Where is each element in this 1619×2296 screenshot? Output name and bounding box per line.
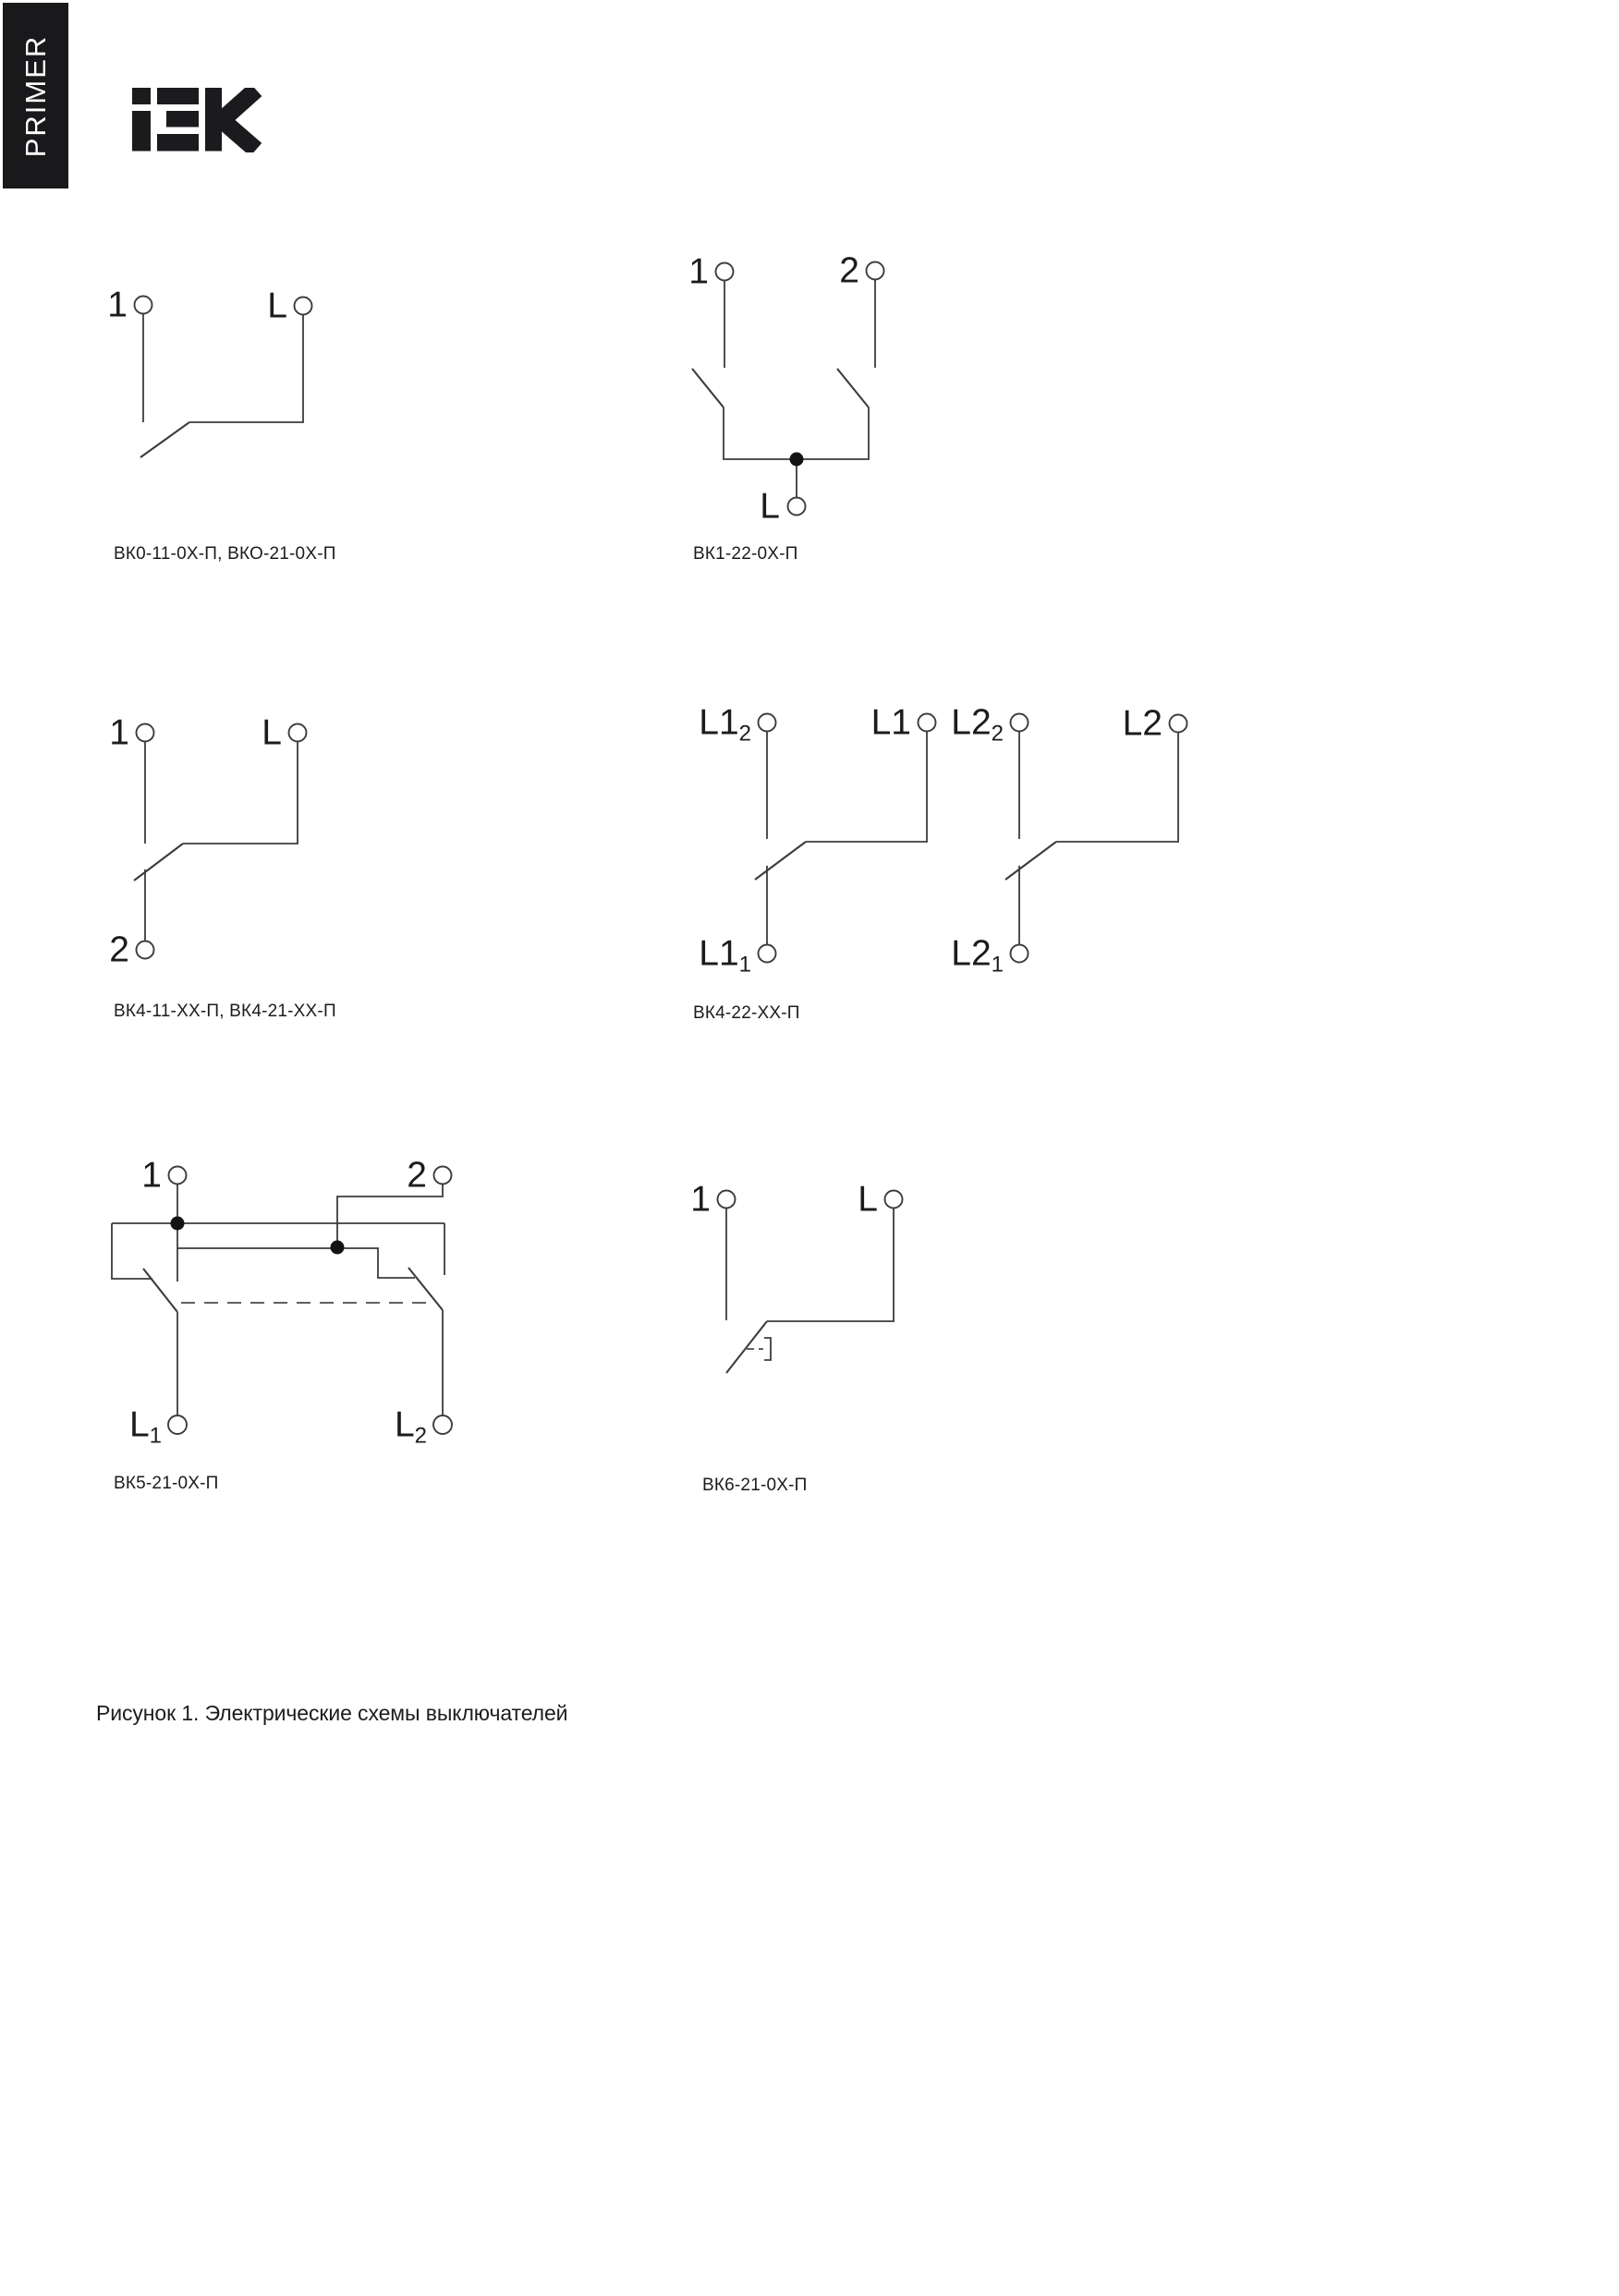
terminal-circle <box>1170 715 1187 733</box>
figure-caption: Рисунок 1. Электрические схемы выключателей <box>96 1701 568 1725</box>
junction-dot <box>331 1241 345 1255</box>
terminal-label: $L1_1$ <box>699 933 751 978</box>
terminal-label: L <box>267 285 287 326</box>
terminal-circle <box>137 941 154 959</box>
terminal-circle <box>716 263 734 281</box>
terminal-circle <box>168 1415 187 1434</box>
terminal-label: L <box>760 486 780 527</box>
terminal-label: L <box>858 1179 878 1220</box>
terminal-circle <box>885 1191 903 1209</box>
switch-blade <box>140 422 189 457</box>
terminal-circle <box>1011 945 1029 963</box>
terminal-label: 2 <box>839 250 859 291</box>
part-number: ВК5-21-0Х-П <box>114 1474 219 1493</box>
switch-blade <box>755 842 806 880</box>
terminal-circle <box>137 724 154 742</box>
schematic-bk5 <box>112 1167 452 1435</box>
terminal-circle <box>1011 714 1029 732</box>
switch-blade <box>134 844 183 881</box>
terminal-label: $L2_2$ <box>951 702 1004 747</box>
terminal-circle <box>718 1191 736 1209</box>
terminal-circle <box>135 297 152 314</box>
terminal-circle <box>919 714 936 732</box>
terminal-circle <box>759 945 776 963</box>
terminal-label: 2 <box>109 929 129 970</box>
terminal-circle <box>295 298 312 315</box>
part-number: ВК6-21-0Х-П <box>702 1476 808 1495</box>
terminal-circle <box>759 714 776 732</box>
switch-blade <box>726 1321 767 1373</box>
terminal-label: $L2_1$ <box>951 933 1004 978</box>
terminal-circle <box>788 498 806 516</box>
terminal-label: 1 <box>141 1155 162 1196</box>
terminal-label: L1 <box>870 702 911 743</box>
terminal-circle <box>169 1167 187 1184</box>
terminal-label: 2 <box>407 1155 427 1196</box>
terminal-label: L <box>262 712 282 753</box>
terminal-circle <box>289 724 307 742</box>
switch-blade <box>143 1269 177 1312</box>
part-number: ВК4-22-ХХ-П <box>693 1003 800 1023</box>
junction-dot <box>790 453 804 467</box>
terminal-label: 1 <box>690 1179 711 1220</box>
junction-dot <box>171 1217 185 1231</box>
schematic-bk1 <box>692 262 884 516</box>
terminal-label: 1 <box>107 285 128 325</box>
terminal-circle <box>867 262 884 280</box>
switch-blade <box>1005 842 1056 880</box>
primer-tab-label: PRIMER <box>18 34 52 157</box>
switch-blade <box>408 1268 443 1310</box>
terminal-circle <box>433 1415 452 1434</box>
terminal-label: $L_1$ <box>128 1404 162 1449</box>
pushbutton-symbol <box>764 1338 771 1360</box>
schematic-bk4a <box>134 724 307 959</box>
terminal-label: 1 <box>109 712 129 753</box>
part-number: ВК0-11-0Х-П, ВКО-21-0Х-П <box>114 544 336 564</box>
switch-blade <box>692 369 869 407</box>
terminal-circle <box>434 1167 452 1184</box>
part-number: ВК4-11-ХХ-П, ВК4-21-ХХ-П <box>114 1002 336 1021</box>
part-number: ВК1-22-0Х-П <box>693 544 798 564</box>
terminal-label: 1 <box>688 251 709 292</box>
terminal-label: $L1_2$ <box>699 702 751 747</box>
schematic-bk4b <box>755 714 1187 963</box>
terminal-label: $L_2$ <box>394 1404 427 1449</box>
terminal-label: L2 <box>1122 703 1163 744</box>
